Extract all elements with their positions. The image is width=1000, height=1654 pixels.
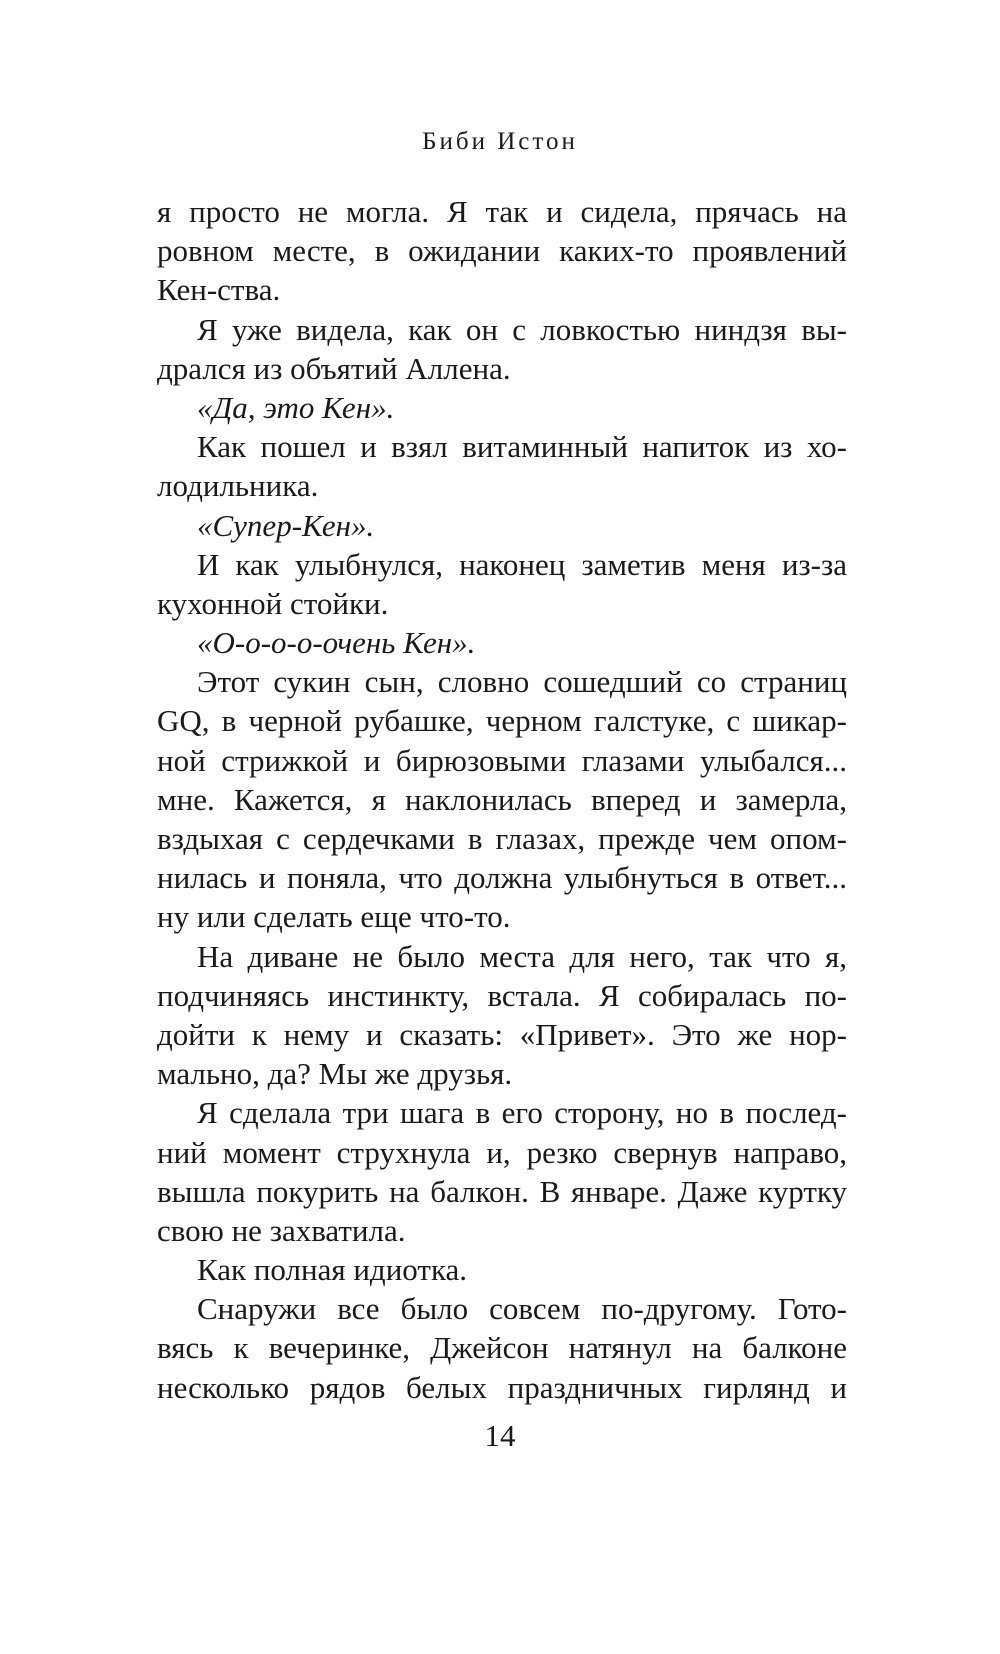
text-line: нилась и поняла, что должна улыбнуться в ответ... [157,860,847,896]
text-line: вышла покурить на балкон. В январе. Даже куртку [157,1173,847,1209]
text-line: кухонной стойки. [157,585,389,621]
page-number: 14 [484,1418,516,1453]
text-line: подчиняясь инстинкту, встала. Я собиралась по- [157,977,847,1013]
text-line: вздыхая с сердечками в глазах, прежде чем опом- [157,821,847,856]
text-line: ну или сделать еще что-то. [157,899,511,935]
text-line: «Да, это Кен». [197,389,395,425]
text-line: «Супер-Кен». [197,507,375,543]
text-line: Снаружи все было совсем по-другому. Гото- [197,1291,847,1327]
text-line: Я уже видела, как он с ловкостью ниндзя вы- [197,311,847,347]
running-header: Биби Истон [422,128,578,155]
text-line: ровном месте, в ожидании каких-то проявлений [157,233,847,269]
text-line: «О-о-о-о-очень Кен». [197,625,476,661]
text-line: Я сделала три шага в его сторону, но в послед- [197,1095,847,1131]
text-line: лодильника. [157,468,319,504]
text-line: дрался из объятий Аллена. [157,350,511,386]
text-line: мально, да? Мы же друзья. [157,1056,513,1092]
text-line: несколько рядов белых праздничных гирлянд и [157,1369,847,1405]
text-line: Как полная идиотка. [197,1252,468,1288]
text-line: свою не захватила. [157,1212,406,1248]
text-line: Этот сукин сын, словно сошедший со страниц [197,664,847,700]
text-line: вясь к вечеринке, Джейсон натянул на балконе [157,1330,847,1366]
text-line: Как пошел и взял витаминный напиток из хо- [197,429,847,465]
text-line: дойти к нему и сказать: «Привет». Это же нор- [157,1016,847,1052]
text-line: мне. Кажется, я наклонилась вперед и замерла, [157,781,847,817]
text-line: ной стрижкой и бирюзовыми глазами улыбался... [157,742,847,778]
text-line: GQ, в черной рубашке, черном галстуке, с шикар- [157,703,847,739]
text-line: ний момент струхнула и, резко свернув направо, [157,1134,847,1170]
text-line: И как улыбнулся, наконец заметив меня из-за [197,546,847,582]
text-line: Кен-ства. [157,272,281,308]
text-line: я просто не могла. Я так и сидела, прячась на [157,194,847,229]
text-line: На диване не было места для него, так что я, [197,938,847,974]
body-text [157,192,847,1407]
